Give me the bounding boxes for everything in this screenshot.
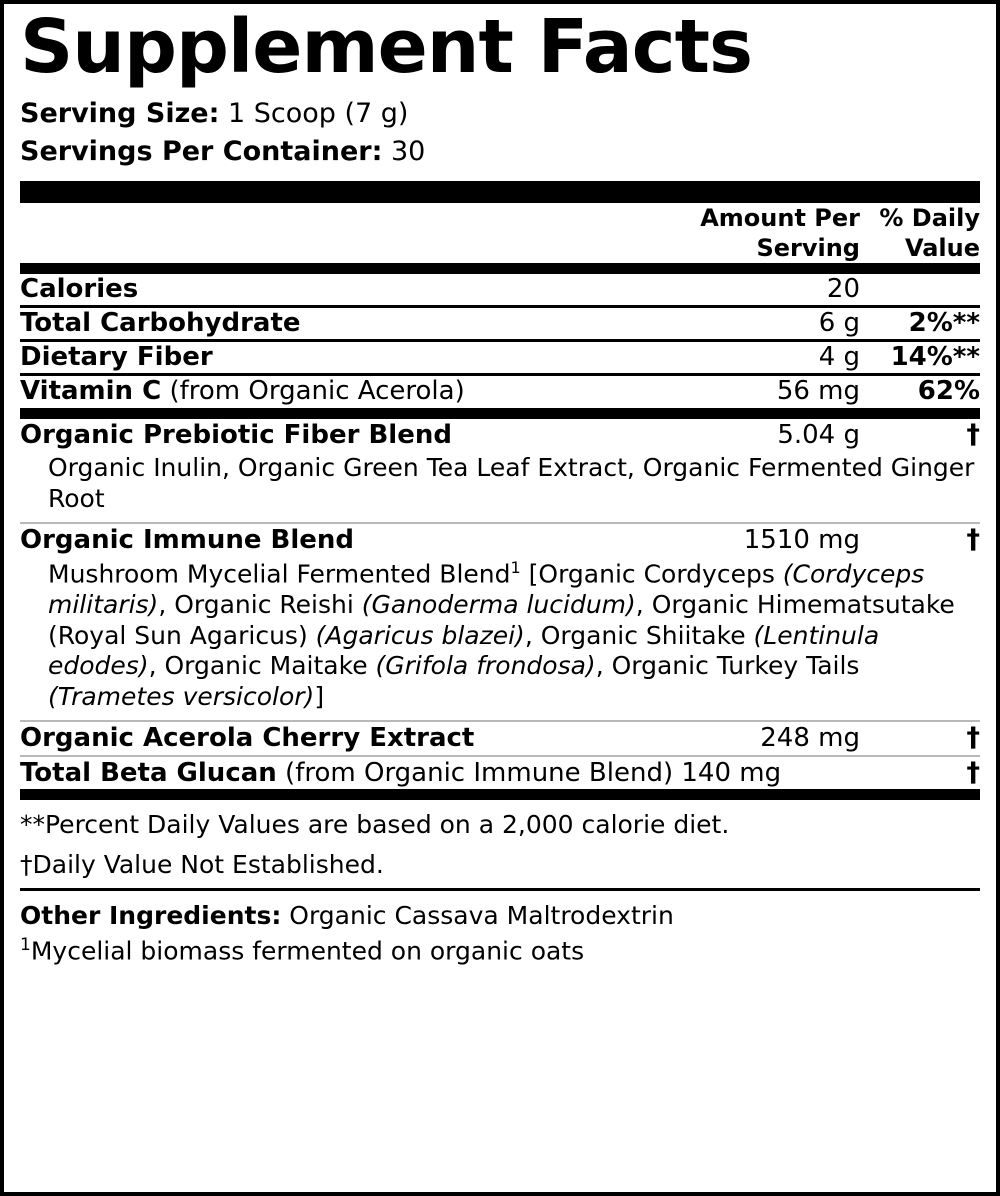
nutrient-label: Vitamin C bbox=[20, 376, 162, 407]
blend-description-prebiotic-fiber: Organic Inulin, Organic Green Tea Leaf Extract, Organic Fermented Ginger Root bbox=[48, 453, 975, 513]
mushroom-blend-superscript: 1 bbox=[510, 558, 521, 578]
nutrient-source: (from Organic Acerola) bbox=[161, 376, 465, 407]
mycelial-note-text: Mycelial biomass fermented on organic oats bbox=[30, 936, 585, 966]
row-source-and-amount: (from Organic Immune Blend) 140 mg bbox=[276, 757, 782, 788]
header-dv-line2: Value bbox=[904, 233, 980, 262]
footnote-percent-dv: **Percent Daily Values are based on a 2,000 calorie diet. bbox=[20, 810, 730, 840]
blend-dv-prebiotic-fiber: † bbox=[966, 418, 980, 450]
mycelial-note-row bbox=[20, 932, 980, 968]
nutrient-name-calories bbox=[20, 274, 675, 305]
nutrient-label: Dietary Fiber bbox=[20, 342, 213, 373]
prebiotic-blend-table bbox=[20, 419, 980, 451]
blend-label: Organic Immune Blend bbox=[20, 525, 355, 556]
nutrient-name-vitamin-c bbox=[20, 376, 675, 407]
nutrient-amount-calories: 20 bbox=[826, 273, 860, 304]
row-amount-acerola-cherry-extract: 248 mg bbox=[760, 723, 860, 754]
row-name-acerola-cherry-extract bbox=[20, 722, 675, 754]
divider-med-before-footnotes bbox=[20, 789, 980, 800]
page-title: Supplement Facts bbox=[20, 4, 753, 90]
header-amount-line1: Amount Per bbox=[700, 203, 860, 232]
servings-per-container-value: 30 bbox=[390, 136, 426, 168]
table-row bbox=[20, 757, 980, 789]
nutrient-amount-total-carbohydrate: 6 g bbox=[818, 308, 860, 339]
nutrient-amount-vitamin-c: 56 mg bbox=[776, 376, 860, 407]
row-dv-total-beta-glucan: † bbox=[966, 756, 980, 788]
table-row bbox=[20, 274, 980, 305]
blend-name-prebiotic-fiber bbox=[20, 419, 675, 451]
dietary-fiber-table bbox=[20, 342, 980, 373]
vitamin-c-table bbox=[20, 376, 980, 407]
blend-name-immune bbox=[20, 524, 675, 556]
blend-label: Organic Prebiotic Fiber Blend bbox=[20, 419, 452, 450]
facts-header-table bbox=[20, 203, 980, 263]
carbohydrate-table bbox=[20, 308, 980, 339]
other-ingredients-row bbox=[20, 891, 980, 933]
footnote-dagger: †Daily Value Not Established. bbox=[20, 849, 384, 879]
mycelial-note-superscript: 1 bbox=[20, 935, 31, 956]
nutrient-name-dietary-fiber bbox=[20, 342, 675, 373]
table-row bbox=[20, 342, 980, 373]
table-row bbox=[20, 722, 980, 754]
blend-amount-immune: 1510 mg bbox=[743, 525, 860, 556]
servings-per-container-label: Servings Per Container: bbox=[20, 136, 383, 168]
table-row bbox=[20, 376, 980, 407]
servings-per-container-row bbox=[20, 134, 980, 170]
divider-med-before-blends bbox=[20, 408, 980, 419]
blend-description-immune: Mushroom Mycelial Fermented Blend$^1$ [Organic Cordyceps (Cordyceps militaris), Organic Reishi (Ganoderma lucidum), Organic Himematsutake (Royal Sun Agaricus) (Agaricus blazei), Organic Shiitake (Lentinula edodes), Organic Maitake (Grifola frondosa), Organic Turkey Tails (Trametes versicolor)] bbox=[48, 558, 955, 711]
nutrient-dv-calories bbox=[860, 274, 980, 305]
other-ingredients-label: Other Ingredients: bbox=[20, 900, 282, 930]
divider-med-under-headers bbox=[20, 263, 980, 274]
nutrient-label: Total Carbohydrate bbox=[20, 308, 301, 339]
mushroom-blend-prefix: Mushroom Mycelial Fermented Blend bbox=[48, 559, 511, 589]
row-dv-acerola-cherry-extract: † bbox=[966, 722, 980, 754]
row-label: Total Beta Glucan bbox=[20, 757, 277, 788]
beta-glucan-table bbox=[20, 757, 980, 789]
header-amount-per-serving bbox=[675, 203, 860, 263]
acerola-extract-table bbox=[20, 722, 980, 754]
other-ingredients-value: Organic Cassava Maltrodextrin bbox=[289, 900, 674, 930]
nutrient-dv-vitamin-c: 62% bbox=[917, 376, 980, 407]
table-row bbox=[20, 419, 980, 451]
serving-size-row bbox=[20, 96, 980, 132]
nutrient-dv-dietary-fiber: 14%** bbox=[890, 342, 980, 373]
row-name-total-beta-glucan bbox=[20, 757, 860, 789]
nutrient-name-total-carbohydrate bbox=[20, 308, 675, 339]
blend-amount-prebiotic-fiber: 5.04 g bbox=[777, 419, 860, 450]
header-daily-value bbox=[860, 203, 980, 263]
nutrient-label: Calories bbox=[20, 273, 139, 304]
nutrient-dv-total-carbohydrate: 2%** bbox=[908, 308, 980, 339]
header-spacer bbox=[20, 203, 675, 263]
nutrients-table bbox=[20, 274, 980, 305]
serving-size-value: 1 Scoop (7 g) bbox=[228, 98, 409, 129]
serving-size-label: Serving Size: bbox=[20, 98, 220, 129]
blend-dv-immune: † bbox=[966, 524, 980, 556]
column-headers-row bbox=[20, 203, 980, 263]
table-row bbox=[20, 308, 980, 339]
divider-thick-top bbox=[20, 181, 980, 203]
header-amount-line2: Serving bbox=[756, 233, 860, 262]
header-dv-line1: % Daily bbox=[879, 203, 980, 232]
nutrient-amount-dietary-fiber: 4 g bbox=[818, 342, 860, 373]
table-row bbox=[20, 524, 980, 556]
row-label: Organic Acerola Cherry Extract bbox=[20, 723, 475, 754]
immune-blend-table bbox=[20, 524, 980, 556]
